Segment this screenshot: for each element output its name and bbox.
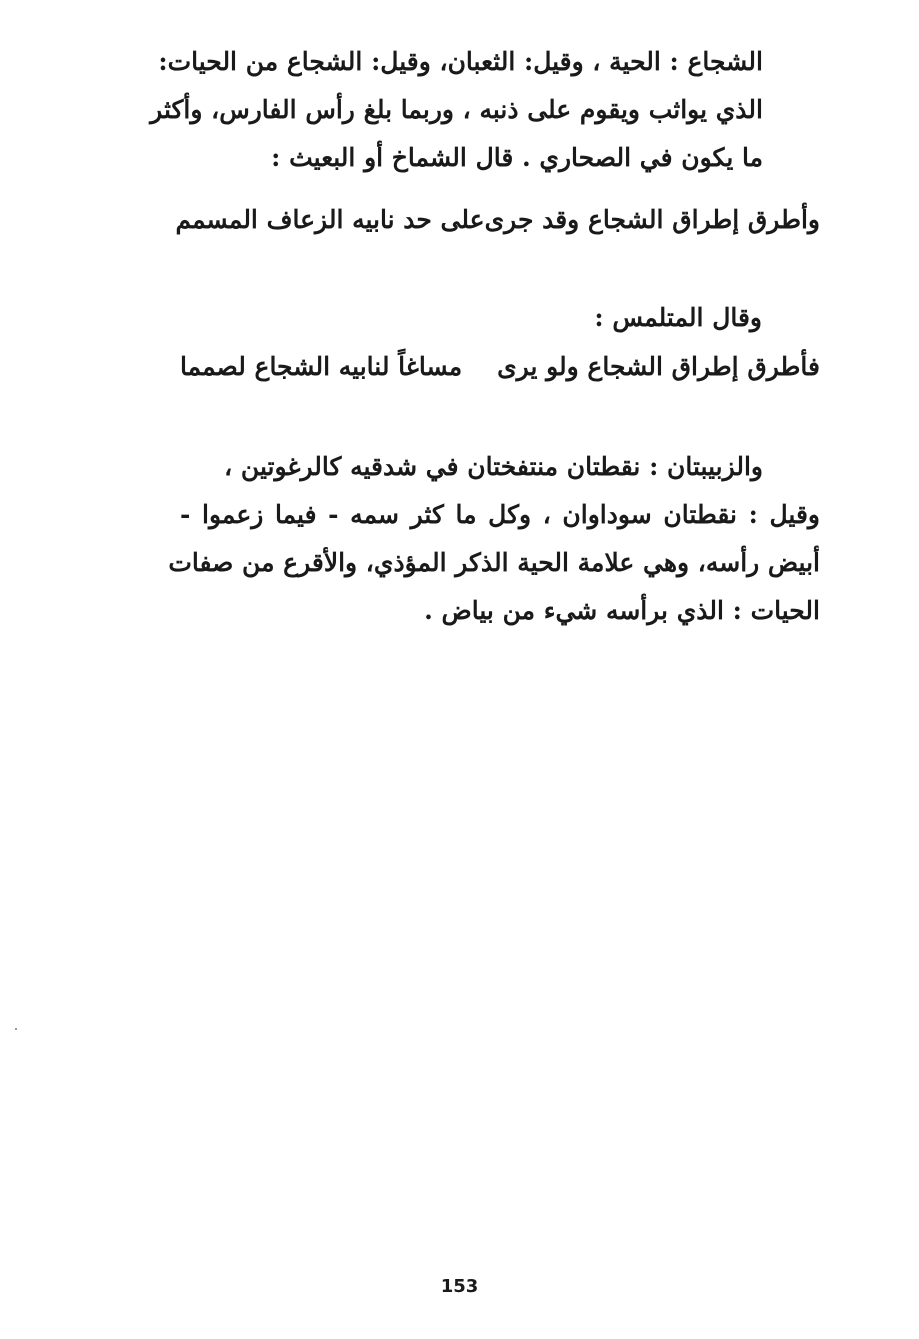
paragraph-line: الحيات : الذي برأسه شيء من بياض .: [424, 596, 820, 625]
verse-first-hemistich: وأطرق إطراق الشجاع وقد جرى: [484, 205, 820, 234]
verse-first-hemistich: فأطرق إطراق الشجاع ولو يرى: [497, 352, 820, 381]
paragraph-zabibatan: [168, 443, 820, 635]
page-number: 153: [440, 1276, 479, 1297]
paragraph-line: والزبيبتان : نقطتان منتفختان في شدقيه كالرغوتين ،: [224, 452, 763, 481]
paragraph-line: ما يكون في الصحاري . قال الشماخ أو البعيث :: [271, 143, 763, 172]
paragraph-line: الشجاع : الحية ، وقيل: الثعبان، وقيل: الشجاع من الحيات:: [158, 47, 763, 76]
paragraph-line: وقيل : نقطتان سوداوان ، وكل ما كثر سمه - فيما زعموا -: [180, 500, 820, 529]
paragraph-line: أبيض رأسه، وهي علامة الحية الذكر المؤذي، والأقرع من صفات: [168, 548, 820, 577]
paragraph-snake-definition: [150, 38, 763, 182]
verse-second-hemistich: على حد نابيه الزعاف المسمم: [175, 205, 485, 234]
verse-al-shammakh: [175, 205, 820, 234]
verse-al-mutalammis: [180, 352, 820, 381]
intro-al-mutalammis: وقال المتلمس :: [594, 303, 762, 332]
verse-second-hemistich: مساغاً لنابيه الشجاع لصمما: [180, 352, 463, 381]
scan-speck: [15, 1028, 17, 1030]
paragraph-line: الذي يواثب ويقوم على ذنبه ، وربما بلغ رأس الفارس، وأكثر: [150, 95, 763, 124]
